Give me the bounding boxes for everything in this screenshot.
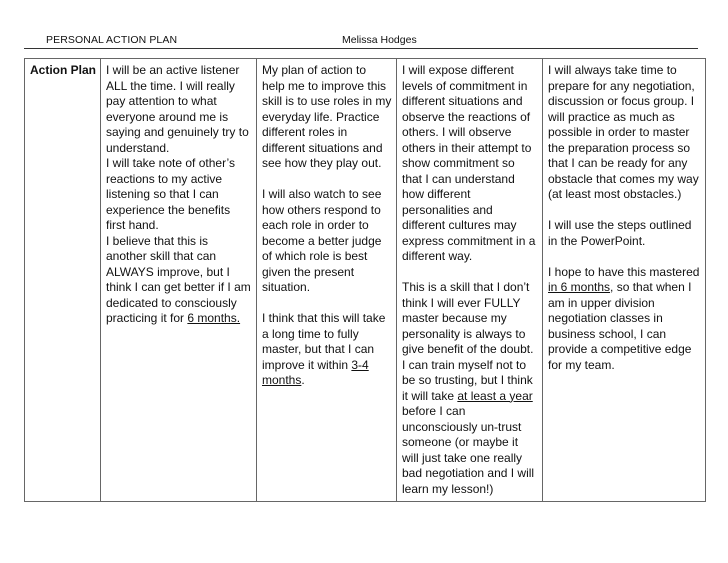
document-header-author: Melissa Hodges <box>342 34 417 46</box>
plan-cell-preparation <box>543 59 706 502</box>
row-label: Action Plan <box>30 63 97 77</box>
cell-paragraph: I will be an active listener ALL the time. I will really pay attention to what everyone around me is saying and genuinely try to understand. <box>106 63 249 155</box>
cell-paragraph: I will take note of other’s reactions to my active listening so that I can experience the benefits first hand. <box>106 156 235 232</box>
underlined-timeframe: at least a year <box>457 388 533 403</box>
cell-paragraph: I will expose different levels of commitment in different situations and observe the reactions of others. I will observe others in their attempt to show commitment so that I can understand how different personalities and different cultures may express commitment in a different way. <box>402 63 536 263</box>
cell-text: I believe that this is another skill that can ALWAYS improve, but I think I can get better if I am dedicated to consciously practicing it for <box>106 233 251 325</box>
cell-paragraph <box>262 311 392 389</box>
paragraph-gap <box>548 203 701 219</box>
document-header-title: PERSONAL ACTION PLAN <box>46 34 178 46</box>
cell-paragraph <box>106 234 252 327</box>
paragraph-gap <box>548 249 701 265</box>
cell-text: This is a skill that I don’t think I will ever FULLY master because my personality is always to give benefit of the doubt. I can train myself not to be so trusting, but I think it will take <box>402 280 534 403</box>
paragraph-gap <box>262 296 392 312</box>
underlined-timeframe: 6 months. <box>187 311 241 325</box>
table-row <box>25 59 706 502</box>
cell-paragraph <box>402 280 538 497</box>
plan-cell-roles <box>257 59 397 502</box>
underlined-timeframe: in 6 months <box>548 280 611 294</box>
cell-text: before I can unconsciously un-trust someone (or maybe it will just take one really bad negotiation and I will learn my lesson!) <box>402 404 535 496</box>
header-divider <box>24 48 698 49</box>
cell-paragraph: My plan of action to help me to improve this skill is to use roles in my everyday life. Practice different roles in different situations and see how they play out. <box>262 63 392 170</box>
action-plan-table <box>24 58 706 502</box>
underlined-timeframe: 3-4 months <box>262 357 369 387</box>
plan-cell-commitment <box>397 59 543 502</box>
cell-paragraph: I will always take time to prepare for any negotiation, discussion or focus group. I will practice as much as possible in order to master the preparation process so that I can be ready for any obstacle that comes my way (at least most obstacles.) <box>548 63 699 201</box>
cell-text: I hope to have this mastered <box>548 264 700 279</box>
cell-paragraph: I will use the steps outlined in the PowerPoint. <box>548 218 692 248</box>
cell-text: I think that this will take a long time to fully master, but that I can improve it within <box>262 311 386 372</box>
plan-cell-listening <box>101 59 257 502</box>
paragraph-gap <box>262 172 392 188</box>
cell-paragraph: I will also watch to see how others respond to each role in order to become a better judge of which role is best given the present situation. <box>262 187 382 294</box>
cell-paragraph <box>548 265 701 374</box>
cell-text: . <box>301 373 305 387</box>
cell-text: , so that when I am in upper division negotiation classes in business school, I can provide a competitive edge for my team. <box>548 280 692 372</box>
paragraph-gap <box>402 265 538 281</box>
row-label-cell <box>25 59 101 502</box>
